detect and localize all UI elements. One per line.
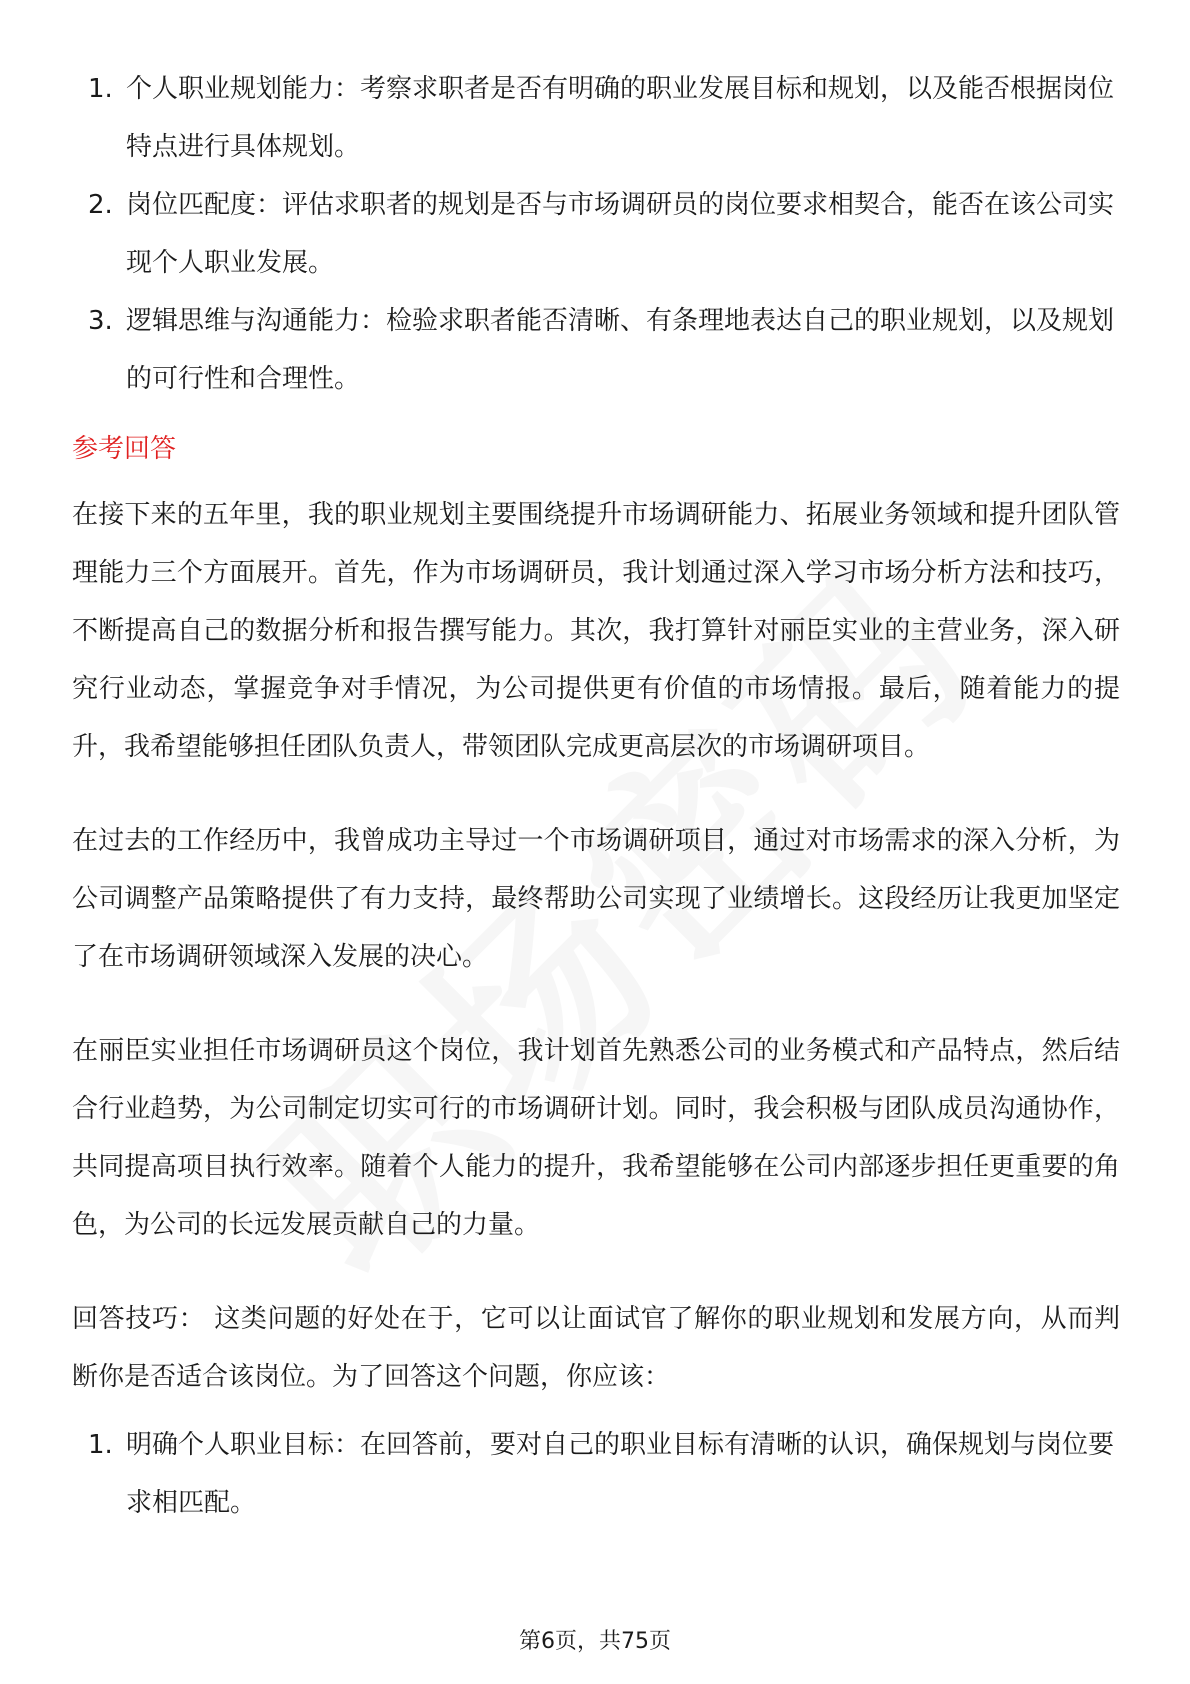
list-number: 2. xyxy=(88,190,113,220)
list-number: 1. xyxy=(88,1430,113,1460)
answer-paragraph: 在接下来的五年里，我的职业规划主要围绕提升市场调研能力、拓展业务领域和提升团队管理能力三个方面展开。首先，作为市场调研员，我计划通过深入学习市场分析方法和技巧，不断提高自己的数据分析和报告撰写能力。其次，我打算针对丽臣实业的主营业务，深入研究行业动态，掌握竞争对手情况，为公司提供更有价值的市场情报。最后，随着能力的提升，我希望能够担任团队负责人，带领团队完成更高层次的市场调研项目。 xyxy=(72,500,1120,762)
list-item xyxy=(72,176,1120,292)
list-number: 3. xyxy=(88,306,113,336)
list-text: 岗位匹配度：评估求职者的规划是否与市场调研员的岗位要求相契合，能否在该公司实现个人职业发展。 xyxy=(126,190,1115,278)
list-text: 个人职业规划能力：考察求职者是否有明确的职业发展目标和规划，以及能否根据岗位特点进行具体规划。 xyxy=(126,74,1115,162)
list-text: 明确个人职业目标：在回答前，要对自己的职业目标有清晰的认识，确保规划与岗位要求相匹配。 xyxy=(126,1430,1115,1518)
list-number: 1. xyxy=(88,74,113,104)
reference-answer-heading: 参考回答 xyxy=(72,434,177,464)
answer-paragraph: 在过去的工作经历中，我曾成功主导过一个市场调研项目，通过对市场需求的深入分析，为公司调整产品策略提供了有力支持，最终帮助公司实现了业绩增长。这段经历让我更加坚定了在市场调研领域深入发展的决心。 xyxy=(72,826,1120,972)
tips-list xyxy=(72,1416,1120,1532)
document-page xyxy=(72,60,1120,1532)
tips-paragraph: 回答技巧： 这类问题的好处在于，它可以让面试官了解你的职业规划和发展方向，从而判断你是否适合该岗位。为了回答这个问题，你应该： xyxy=(72,1304,1120,1392)
list-text: 逻辑思维与沟通能力：检验求职者能否清晰、有条理地表达自己的职业规划，以及规划的可行性和合理性。 xyxy=(126,306,1115,394)
list-item xyxy=(72,60,1120,176)
list-item xyxy=(72,1416,1120,1532)
page-footer: 第6页，共75页 xyxy=(519,1629,671,1654)
answer-paragraph: 在丽臣实业担任市场调研员这个岗位，我计划首先熟悉公司的业务模式和产品特点，然后结合行业趋势，为公司制定切实可行的市场调研计划。同时，我会积极与团队成员沟通协作，共同提高项目执行效率。随着个人能力的提升，我希望能够在公司内部逐步担任更重要的角色，为公司的长远发展贡献自己的力量。 xyxy=(72,1036,1120,1240)
list-item xyxy=(72,292,1120,408)
criteria-list xyxy=(72,60,1120,408)
